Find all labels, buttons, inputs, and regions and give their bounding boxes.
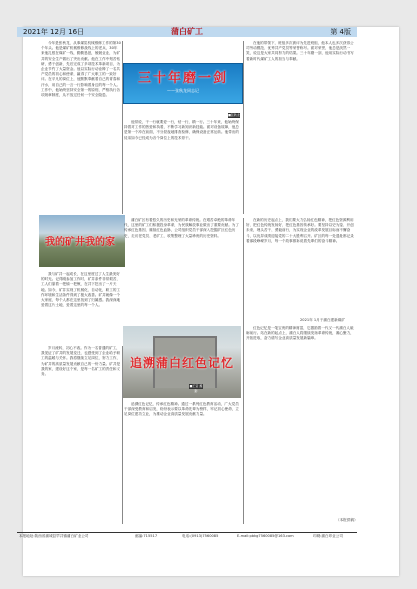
article-col2-mid: 蒲白矿区有着悠久的历史和光荣的革命传统。在艰苦卓绝的革命年代，这里的矿工们积极投身革命，为民族解放事业做出了重要贡献。为了传承红色基因，赓续红色血脉，公司组织党员干部深入挖掘矿区红色历史，走访老党员、老矿工，收集整理了大量珍贵的历史资料。 [124, 218, 239, 238]
article-signature: （本报供稿） [336, 518, 358, 522]
article-col3-top: 在他的带领下，班组多次被评为先进班组，他本人也多次获得公司劳动模范、优秀共产党员等荣誉称号。面对荣誉，他总是淡然一笑，说这是大家共同努力的结果。三十年磨一剑，他用实际行动书写着新时代煤矿工人的担当与奉献。 [246, 41, 354, 61]
feature-photo-mine [39, 215, 125, 267]
article-col1-top: 今年是张秋龙，从事煤炭机械维修工作的第30个年头。他是煤矿机械维修战线上的老兵，30年来他扎根在煤矿一线，勤勤恳恳，兢兢业业，为矿井的安全生产做出了突出贡献。他在工作中刻苦钻研，勇于创新，先后完成了多项技术革新项目，为企业节约了大量资金。他以实际行动诠释了一名共产党员的初心和使命，赢得了广大职工的一致好评。在平凡的岗位上，他默默奉献着自己的青春和汗水，用自己的一言一行影响着身边的每一个人。工作中，他始终坚持安全第一的原则，严格执行各项规章制度，从不放过任何一个安全隐患。 [41, 41, 121, 98]
footer-postcode: 邮编:715517 [135, 534, 158, 538]
photo-caption: 追溯蒲白红色记忆 [129, 356, 234, 370]
column-divider [243, 218, 244, 524]
page-header [17, 27, 357, 37]
article-col1-mid: 我与矿井一起成长，在这里度过了人生最美好的时光。记得刚参加工作时，矿井条件非常艰苦，工人们靠着一把镐一把锹，在井下挖出了一片天地。如今，矿井实现了机械化、自动化，职工的工作环境和生活条件得到了极大改善。矿井就像一个大家庭，每个人都在这里找到了归属感。我深深地爱着这片土地，爱着这里的每一个人。 [41, 272, 121, 308]
feature-photo-memorial [123, 326, 241, 398]
column-divider [243, 41, 244, 214]
article-col1-bot: 岁月流转，初心不改。作为一名普通的矿工，我见证了矿井的发展变迁，也感受到了企业给予职工的温暖与关怀。我将继续立足岗位，努力工作，为矿井的高质量发展贡献自己的一份力量。矿井是我的家，建设好这个家，是每一名矿工的责任和义务。 [41, 346, 121, 377]
column-divider [122, 346, 123, 524]
footer-address: 本报地址:陕西省蒲城县罕井镇蒲白矿业公司 [19, 534, 89, 538]
masthead: 蒲白矿工 [171, 26, 203, 36]
footer-email: E-mail:pbkg7560085@163.com [237, 534, 294, 538]
photo-caption: 我的矿井我的家 [45, 237, 115, 248]
article-col3-mid: 在新的历史起点上，我们要大力弘扬红色精神，把红色资源利用好、把红色传统发扬好、把红色基因传承好。要坚持以史为鉴、开创未来，埋头苦干、勇毅前行，为实现企业的改革发展目标而不懈奋斗，以优异成绩迎接党的二十大胜利召开。矿区的每一处遗址都记录着那段峥嵘岁月，每一个故事都诉说着先辈们的奋斗精神。 [246, 218, 354, 243]
footer-phone: 电话:(0913)7560085 [182, 534, 219, 538]
article-col2-bot: 追溯红色记忆，传承红色精神。通过一系列红色教育活动，广大党员干部深受教育和启发，纷纷表示要以革命先辈为榜样，牢记初心使命，立足岗位建功立业，为推动企业高质量发展贡献力量。 [124, 402, 239, 417]
feature-banner [123, 63, 243, 104]
issue-date: 2021年 12月 16日 [23, 28, 85, 36]
footer-printer: 印刷:蒲白印业公司 [313, 534, 343, 538]
article-col3-bot: 红色记忆是一笔宝贵的精神财富，它激励着一代又一代蒲白人砥砺前行。站在新的起点上，蒲白人将继续发扬革命传统，凝心聚力，开拓进取，奋力谱写企业高质量发展新篇章。 [246, 326, 354, 341]
article-col2-top: 他常说，干一行就要爱一行，钻一行，精一行。三十年来，他始终保持着对工作的热爱和执着，不断学习新知识新技能。面对设备故障，他总是第一个冲在前面，不分昼夜地排查检修，确保设备正常运转。他带出的徒弟如今已经成为各个岗位上的技术骨干。 [124, 120, 239, 140]
banner-subtitle: ——张秋龙同志记 [167, 88, 199, 93]
article-signature: 2021年 1月于蒲白建新煤矿 [300, 318, 345, 322]
banner-byline: ■张秋龙 [228, 113, 240, 117]
page-footer [17, 532, 357, 541]
photo-credit: ■王莹 摄影 [189, 384, 203, 393]
banner-title: 三十年磨一剑 [137, 71, 228, 86]
page-number: 第 4版 [330, 28, 351, 36]
